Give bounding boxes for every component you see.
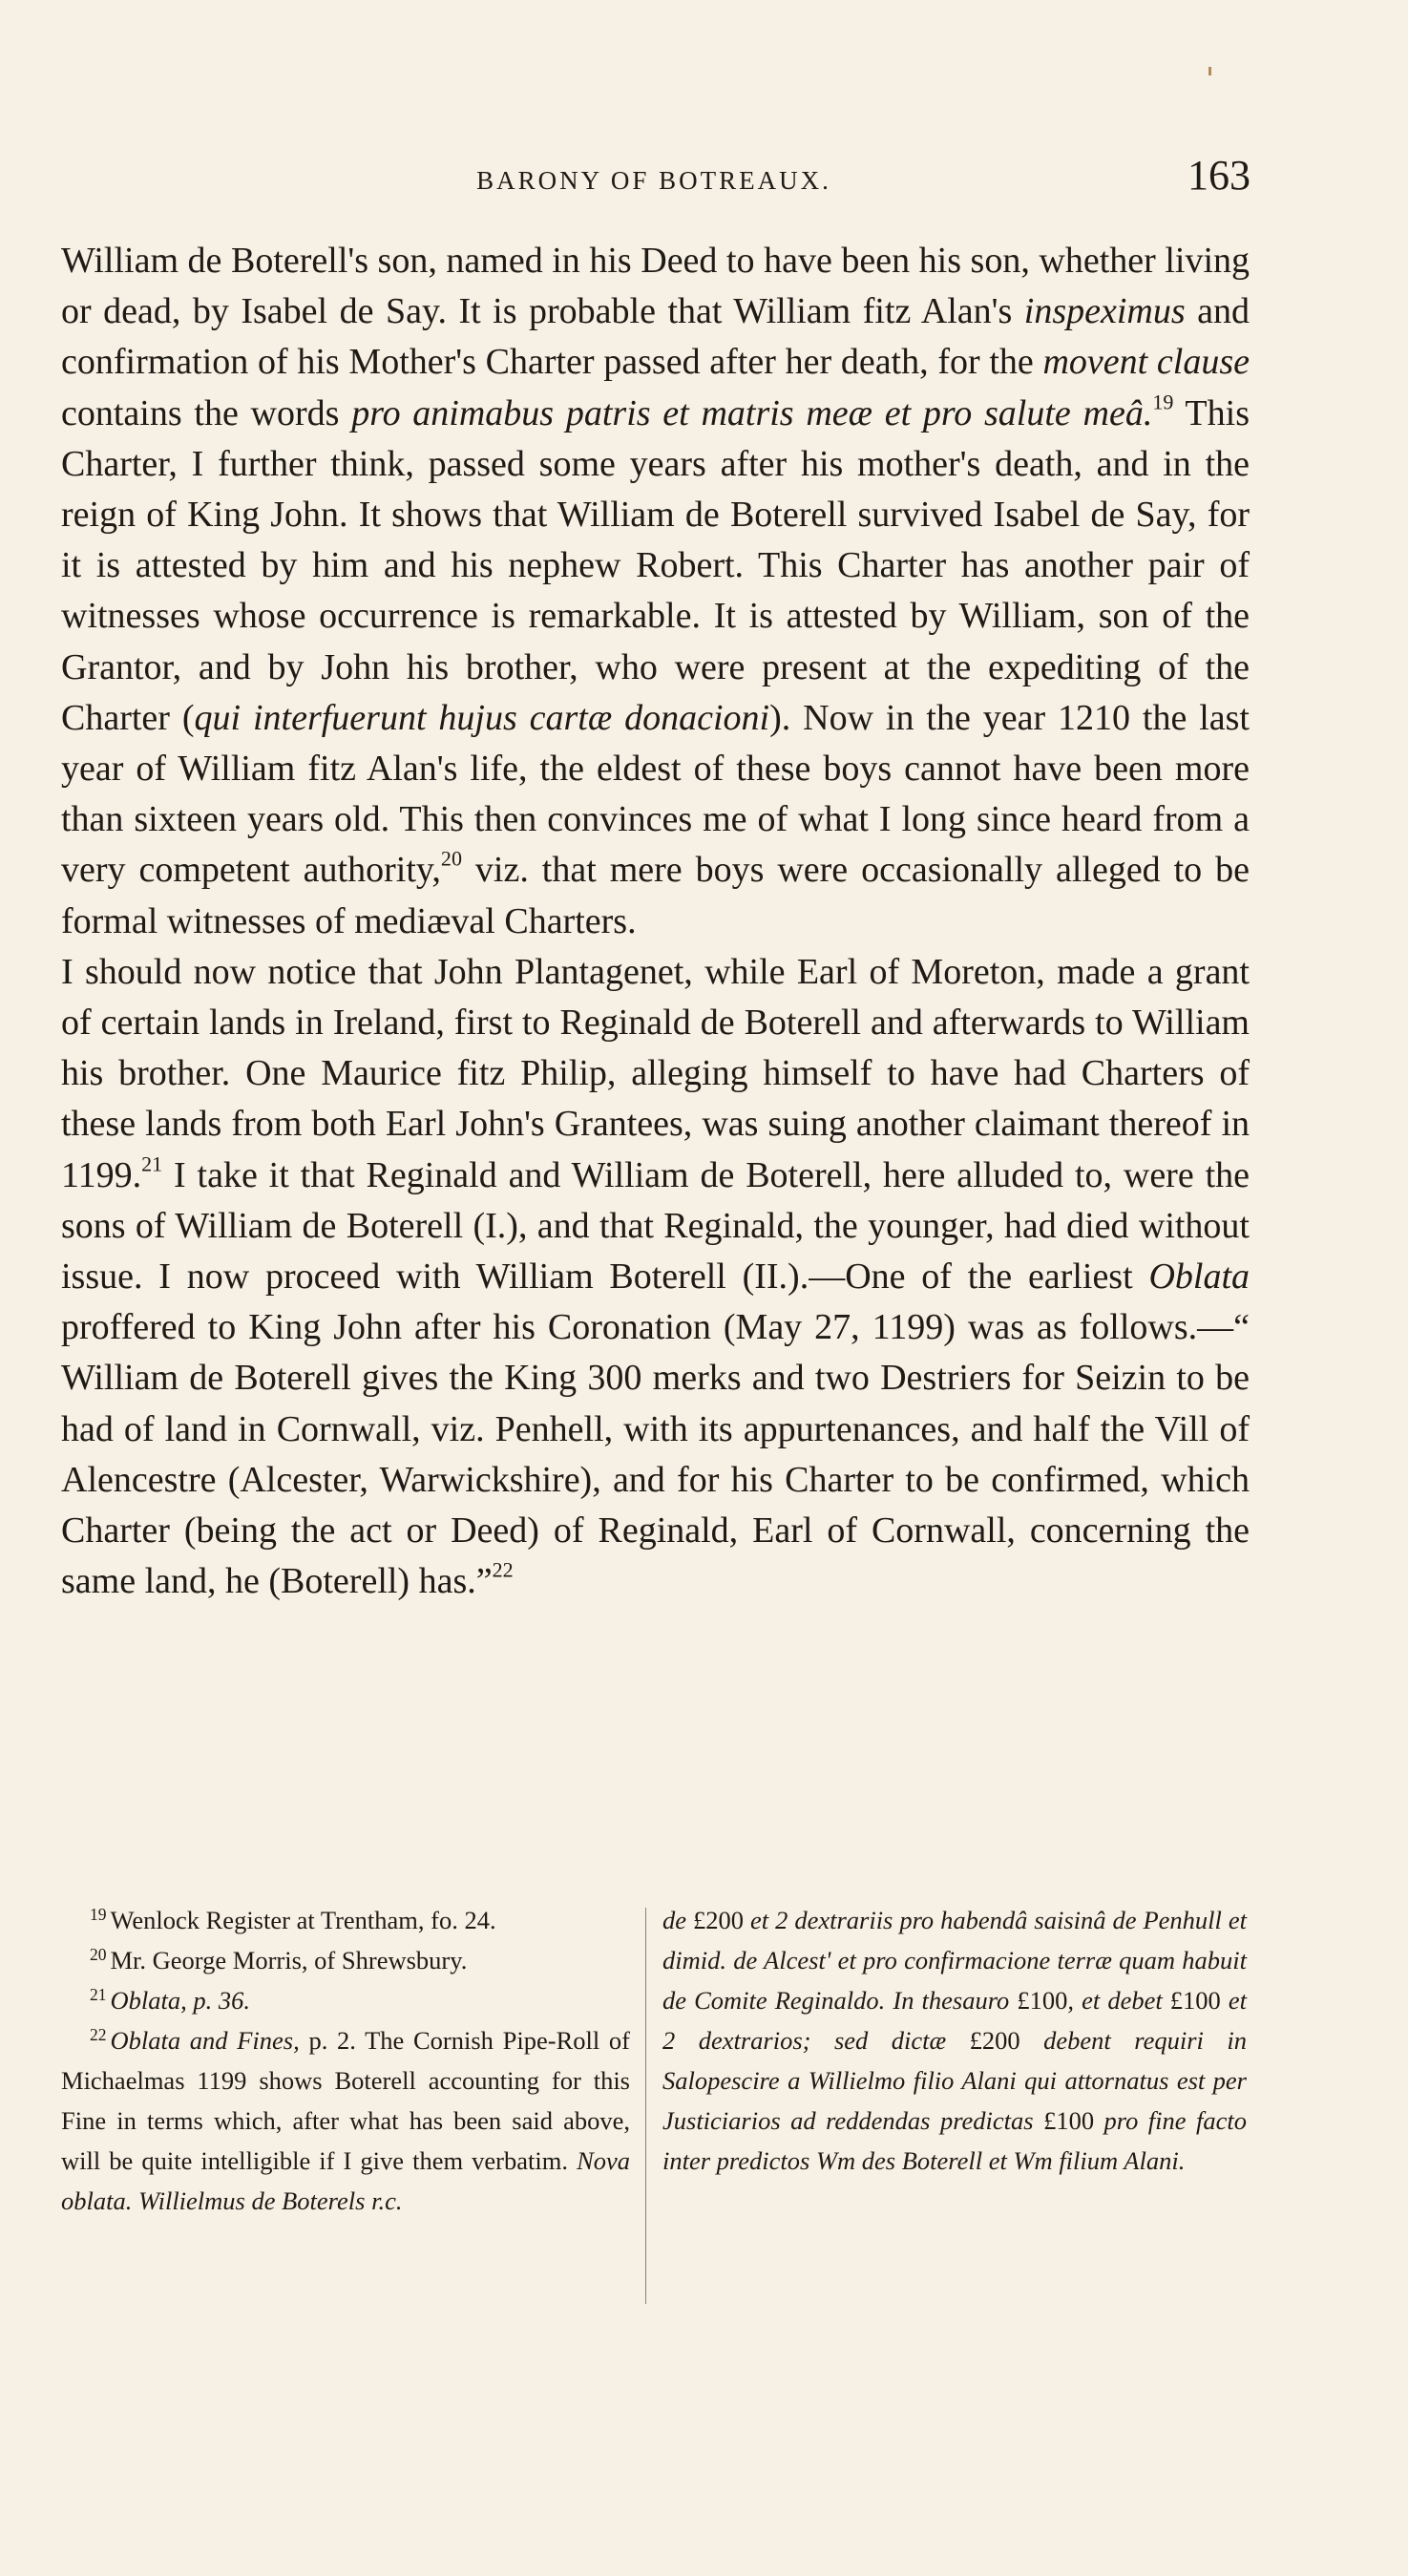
- latin-quote: qui interfuerunt hujus cartæ donacioni: [194, 697, 770, 738]
- footnote-21: $^{21}$ Oblata, p. 36.: [90, 1985, 250, 2015]
- footnotes-left-column: [61, 1900, 630, 2221]
- italic-term: movent clause: [1042, 342, 1250, 383]
- footnotes-right-column: [662, 1900, 1247, 2181]
- footnote-ref-20: 20: [440, 846, 462, 871]
- italic-term: Oblata: [1148, 1256, 1250, 1298]
- footnote-ref-19: 19: [1152, 390, 1174, 414]
- running-title: BARONY OF BOTREAUX.: [476, 166, 831, 195]
- latin-quote: pro animabus patris et matris meæ et pro salute meâ.: [351, 392, 1153, 433]
- footnote-22-continued: de £200 et 2 dextrariis pro habendâ saisinâ de Penhull et dimid. de Alcest' et pro confirmacione terræ quam habuit de Comite Reginaldo. In thesauro £100, et debet £100 et 2 dextrarios; sed dictæ £200 debent requiri in Salopescire a Willielmo filio Alani qui attornatus est per Justiciarios ad reddendas predictas £100 pro fine facto inter predictos Wm des Boterell et Wm filium Alani.: [662, 1906, 1248, 2175]
- page-header: [57, 151, 1250, 218]
- column-divider: [645, 1908, 646, 2304]
- footnote-20: $^{20}$ Mr. George Morris, of Shrewsbury.: [90, 1945, 468, 1974]
- page-number: 163: [1187, 152, 1250, 199]
- footnote-19: $^{19}$ Wenlock Register at Trentham, fo. 24.: [90, 1905, 496, 1934]
- paragraph-2: I should now notice that John Plantagenet, while Earl of Moreton, made a grant of certain lands in Ireland, first to Reginald de Boterell and afterwards to William his brother. One Maurice fitz Philip, alleging himself to have had Charters of these lands from both Earl John's Grantees, was suing another claimant thereof in 1199.21 I take it that Reginald and William de Boterell, here alluded to, were the sons of William de Boterell (I.), and that Reginald, the younger, had died without issue. I now proceed with William Boterell (II.).—One of the earliest Oblata proffered to King John after his Coronation (May 27, 1199) was as follows.—“ William de Boterell gives the King 300 merks and two Destriers for Seizin to be had of land in Cornwall, viz. Penhell, with its appurtenances, and half the Vill of Alencestre (Alcester, Warwickshire), and for his Charter to be confirmed, which Charter (being the act or Deed) of Reginald, Earl of Cornwall, concerning the same land, he (Boterell) has.”$^{22}$: [61, 951, 1250, 1602]
- footnotes: [61, 1900, 1250, 2311]
- footnote-ref-21: 21: [141, 1151, 163, 1176]
- italic-term: inspeximus: [1023, 291, 1186, 332]
- main-text: [61, 236, 1250, 1607]
- footnote-22: $^{22}$ Oblata and Fines, p. 2. The Cornish Pipe-Roll of Michaelmas 1199 shows Boterell accounting for this Fine in terms which, after what has been said above, will be quite intelligible if I give them verbatim. Nova oblata. Willielmus de Boterels r.c.: [61, 2025, 630, 2215]
- footnote-ref-22: 22: [492, 1557, 514, 1582]
- paragraph-1: William de Boterell's son, named in his Deed to have been his son, whether living or dead, by Isabel de Say. It is probable that William fitz Alan's inspeximus and confirmation of his Mother's Charter passed after her death, for the movent clause contains the words pro animabus patris et matris meæ et pro salute meâ.$^{19}$ This Charter, I further think, passed some years after his mother's death, and in the reign of King John. It shows that William de Boterell survived Isabel de Say, for it is attested by him and his nephew Robert. This Charter has another pair of witnesses whose occurrence is remarkable. It is attested by William, son of the Grantor, and by John his brother, who were present at the expediting of the Charter (qui interfuerunt hujus cartæ donacioni). Now in the year 1210 the last year of William fitz Alan's life, the eldest of these boys cannot have been more than sixteen years old. This then convinces me of what I long since heard from a very competent authority,$^{20}$ viz. that mere boys were occasionally alleged to be formal witnesses of mediæval Charters.: [61, 241, 1250, 941]
- ink-speck: [1208, 67, 1211, 75]
